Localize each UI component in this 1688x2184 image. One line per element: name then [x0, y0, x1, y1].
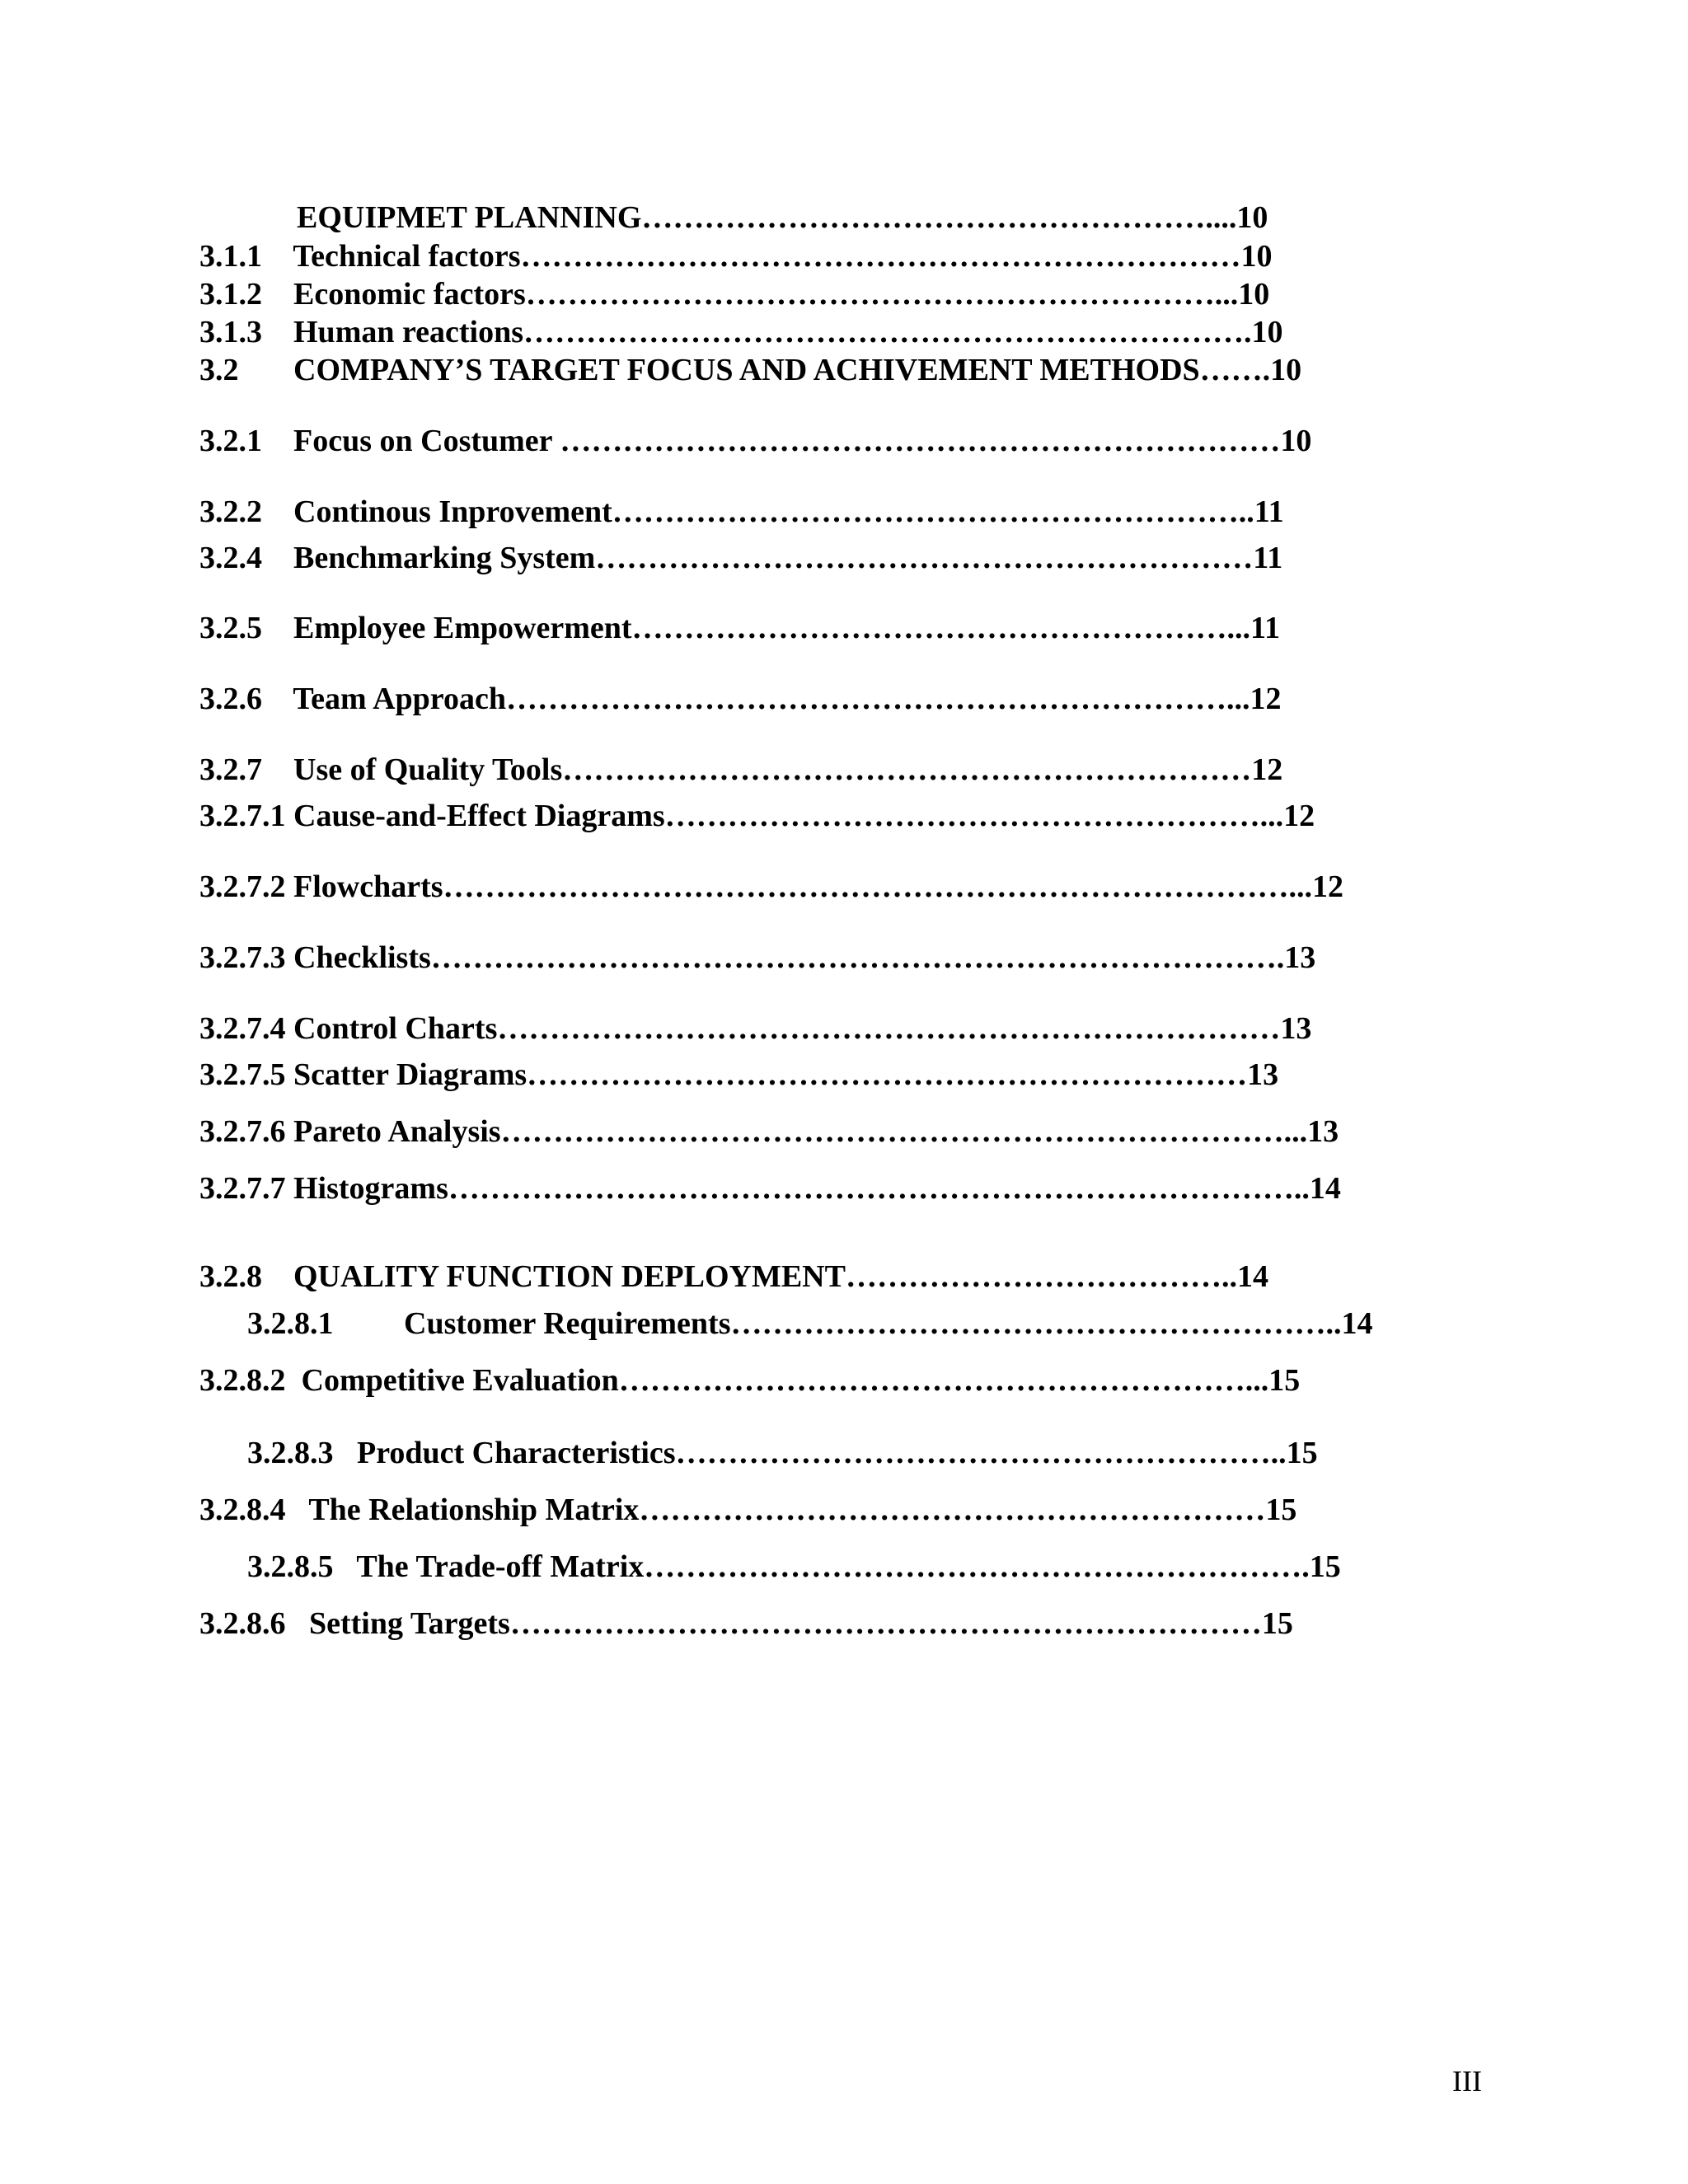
- page-number: III: [1452, 2064, 1482, 2097]
- toc-entry-equipment-planning: EQUIPMET PLANNING………………………………………………....10: [297, 200, 1268, 235]
- toc-entry-3-2-1: 3.2.1 Focus on Costumer ……………………………………………………………10: [199, 424, 1312, 458]
- toc-entry-3-2-7-7: 3.2.7.7 Histograms………………………………………………………………………..14: [199, 1171, 1341, 1206]
- toc-entry-3-1-2: 3.1.2 Economic factors…………………………………………………………...10: [199, 277, 1270, 312]
- toc-entry-3-2-8-6: 3.2.8.6 Setting Targets………………………………………………………………15: [199, 1606, 1293, 1641]
- toc-entry-3-2-8-4: 3.2.8.4 The Relationship Matrix……………………………………………………15: [199, 1493, 1297, 1527]
- toc-entry-3-2-6: 3.2.6 Team Approach……………………………………………………………...12: [199, 682, 1282, 716]
- toc-entry-3-2-7: 3.2.7 Use of Quality Tools…………………………………………………………12: [199, 752, 1283, 787]
- toc-entry-3-2-5: 3.2.5 Employee Empowerment…………………………………………………...11: [199, 611, 1280, 645]
- toc-entry-3-2-2: 3.2.2 Continous Inprovement……………………………………………………..11: [199, 494, 1284, 529]
- toc-entry-3-2-4: 3.2.4 Benchmarking System………………………………………………………11: [199, 541, 1283, 575]
- toc-entry-3-2-8-5: 3.2.8.5 The Trade-off Matrix……………………………………………………….15: [247, 1549, 1341, 1584]
- toc-entry-3-2-8-3: 3.2.8.3 Product Characteristics…………………………………………………..15: [247, 1436, 1318, 1470]
- toc-entry-3-2-7-4: 3.2.7.4 Control Charts…………………………………………………………………13: [199, 1011, 1312, 1046]
- toc-entry-3-2-8-2: 3.2.8.2 Competitive Evaluation……………………………………………………...15: [199, 1363, 1301, 1398]
- toc-entry-3-1-1: 3.1.1 Technical factors……………………………………………………………10: [199, 239, 1273, 274]
- toc-entry-3-2-7-3: 3.2.7.3 Checklists……………………………………………………………………….13: [199, 940, 1316, 975]
- toc-entry-3-2-7-2: 3.2.7.2 Flowcharts………………………………………………………………………...12: [199, 869, 1344, 904]
- toc-entry-3-2-7-1: 3.2.7.1 Cause-and-Effect Diagrams…………………………………………………...12: [199, 799, 1315, 833]
- toc-entry-3-2-8-1: 3.2.8.1 Customer Requirements…………………………………………………..14: [247, 1306, 1373, 1341]
- toc-entry-3-2-7-6: 3.2.7.6 Pareto Analysis…………………………………………………………………...13: [199, 1114, 1339, 1149]
- toc-entry-3-2: 3.2 COMPANY’S TARGET FOCUS AND ACHIVEMENT METHODS…….10: [199, 353, 1302, 387]
- toc-entry-3-1-3: 3.1.3 Human reactions…………………………………………………………….10: [199, 315, 1283, 349]
- toc-entry-3-2-8: 3.2.8 QUALITY FUNCTION DEPLOYMENT………………………………..14: [199, 1259, 1268, 1294]
- toc-entry-3-2-7-5: 3.2.7.5 Scatter Diagrams……………………………………………………………13: [199, 1057, 1279, 1092]
